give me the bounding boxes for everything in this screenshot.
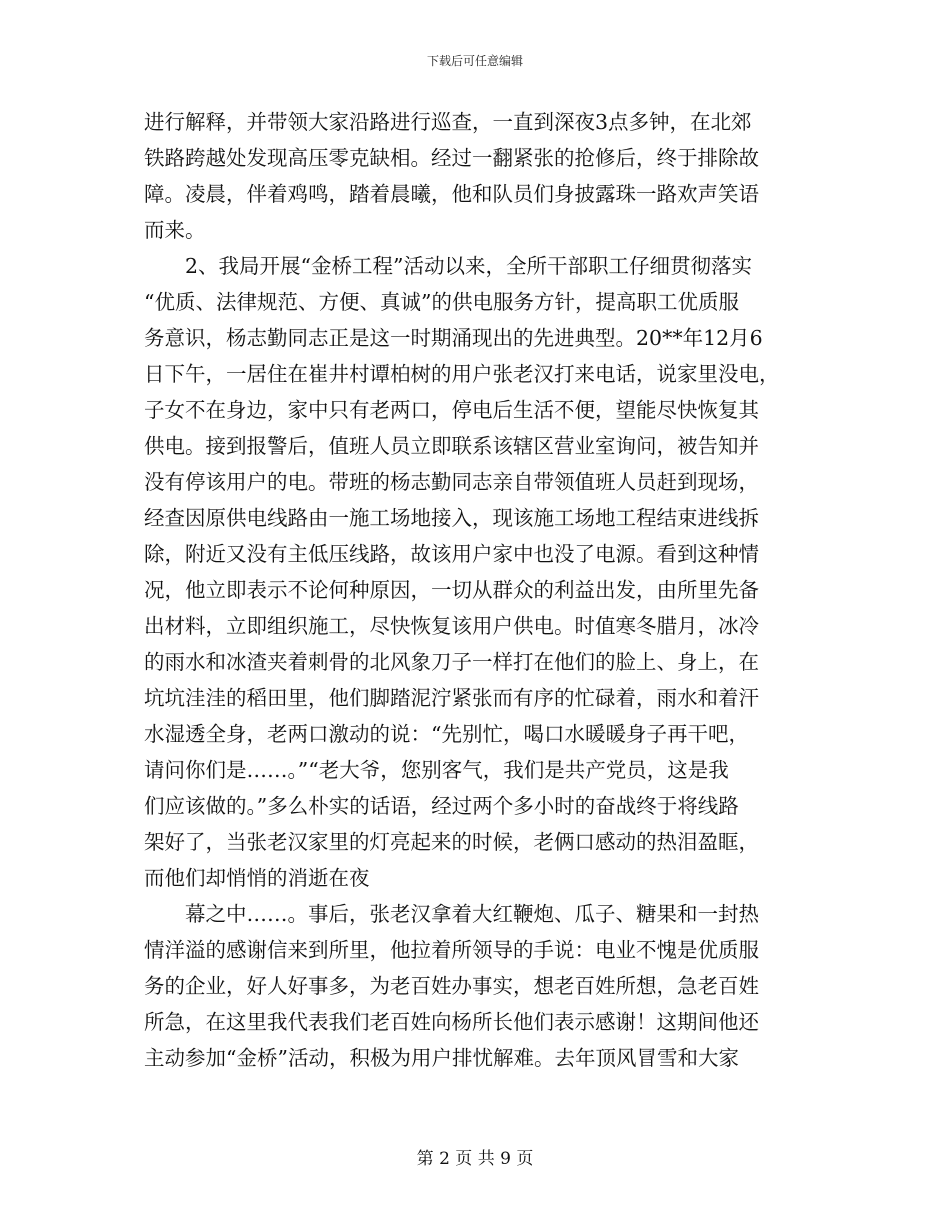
text-line: 日下午，一居住在崔井村谭柏树的用户张老汉打来电话，说家里没电， xyxy=(144,362,780,386)
text-line: 务意识，杨志勤同志正是这一时期涌现出的先进典型。20**年12月6 xyxy=(144,326,763,350)
text-line: 架好了，当张老汉家里的灯亮起来的时候，老俩口感动的热泪盈眶， xyxy=(144,830,759,854)
text-line: 铁路跨越处发现高压零克缺相。经过一翻紧张的抢修后，终于排除故 xyxy=(144,146,759,170)
text-line: 主动参加“金桥”活动，积极为用户排忧解难。去年顶风冒雪和大家 xyxy=(144,1046,739,1070)
text-line: 所急，在这里我代表我们老百姓向杨所长他们表示感谢！这期间他还 xyxy=(144,1010,759,1034)
text-line: 进行解释，并带领大家沿路进行巡查，一直到深夜3点多钟，在北郊 xyxy=(144,110,752,134)
text-line: 除，附近又没有主低压线路，故该用户家中也没了电源。看到这种情 xyxy=(144,542,759,566)
text-line: 情洋溢的感谢信来到所里，他拉着所领导的手说：电业不愧是优质服 xyxy=(144,938,759,962)
text-line: 坑坑洼洼的稻田里，他们脚踏泥泞紧张而有序的忙碌着，雨水和着汗 xyxy=(144,686,759,710)
paragraph-start-line: 幕之中……。事后，张老汉拿着大红鞭炮、瓜子、糖果和一封热 xyxy=(185,902,759,926)
text-line: 况，他立即表示不论何种原因，一切从群众的利益出发，由所里先备 xyxy=(144,578,759,602)
text-line: 务的企业，好人好事多，为老百姓办事实，想老百姓所想，急老百姓 xyxy=(144,974,759,998)
text-line: 出材料，立即组织施工，尽快恢复该用户供电。时值寒冬腊月，冰冷 xyxy=(144,614,759,638)
text-line: 们应该做的。”多么朴实的话语，经过两个多小时的奋战终于将线路 xyxy=(144,794,739,818)
text-line: 经查因原供电线路由一施工场地接入，现该施工场地工程结束进线拆 xyxy=(144,506,759,530)
text-line: 而来。 xyxy=(144,218,206,242)
paragraph-start-line: 2、我局开展“金桥工程”活动以来，全所干部职工仔细贯彻落实 xyxy=(185,254,753,278)
text-line: 请问你们是……。”“老大爷，您别客气，我们是共产党员，这是我 xyxy=(144,758,729,782)
text-line: 障。凌晨，伴着鸡鸣，踏着晨曦，他和队员们身披露珠一路欢声笑语 xyxy=(144,182,759,206)
text-line: 而他们却悄悄的消逝在夜 xyxy=(144,866,370,890)
text-line: “优质、法律规范、方便、真诚”的供电服务方针，提高职工优质服 xyxy=(144,290,739,314)
document-body xyxy=(144,104,814,1076)
page-number-footer: 第 2 页 共 9 页 xyxy=(416,1149,534,1169)
text-line: 水湿透全身，老两口激动的说：“先别忙，喝口水暖暖身子再干吧， xyxy=(144,722,749,746)
text-line: 子女不在身边，家中只有老两口，停电后生活不便，望能尽快恢复其 xyxy=(144,398,759,422)
page-header-note: 下载后可任意编辑 xyxy=(426,54,523,68)
text-line: 没有停该用户的电。带班的杨志勤同志亲自带领值班人员赶到现场， xyxy=(144,470,759,494)
text-line: 供电。接到报警后，值班人员立即联系该辖区营业室询问，被告知并 xyxy=(144,434,759,458)
text-line: 的雨水和冰渣夹着刺骨的北风象刀子一样打在他们的脸上、身上，在 xyxy=(144,650,759,674)
